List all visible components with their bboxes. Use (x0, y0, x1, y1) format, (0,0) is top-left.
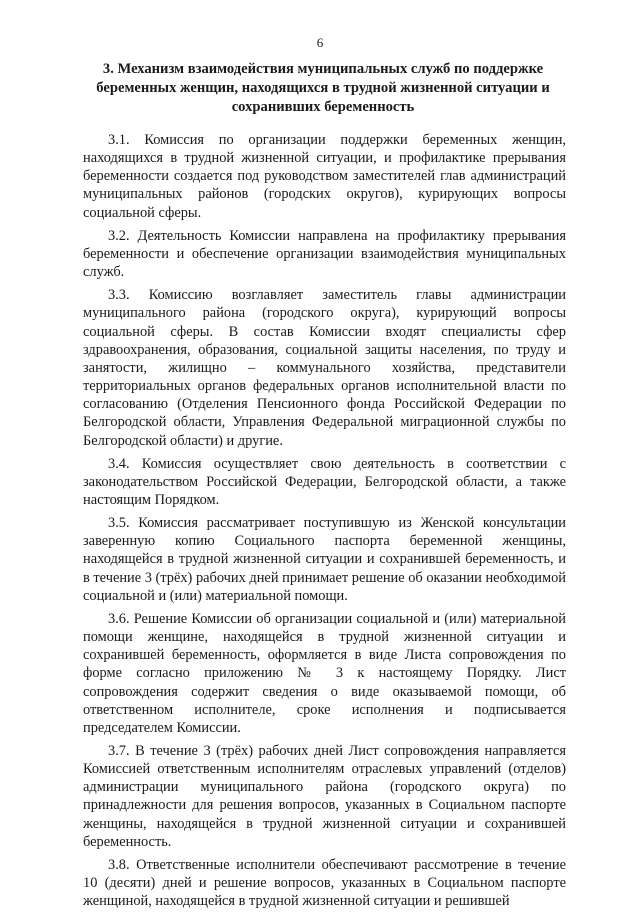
paragraph-3-6: 3.6. Решение Комиссии об организации социальной и (или) материальной помощи женщине, находящейся в трудной жизненной ситуации и сохранившей беременность, оформляется в виде Листа сопровождения по форме согласно приложению № 3 к настоящему Порядку. Лист сопровождения содержит сведения о виде оказываемой помощи, об ответственном исполнителе, сроке исполнения и подписывается председателем Комиссии. (83, 610, 566, 736)
page-number: 6 (316, 35, 324, 50)
document-body (83, 131, 566, 915)
paragraph-3-2: 3.2. Деятельность Комиссии направлена на профилактику прерывания беременности и обеспечение организации взаимодействия муниципальных служб. (83, 227, 566, 281)
paragraph-3-7: 3.7. В течение 3 (трёх) рабочих дней Лист сопровождения направляется Комиссией ответственным исполнителям отраслевых управлений (отделов) администрации муниципального района (городского округа) по принадлежности для решения вопросов, указанных в Социальном паспорте женщины, находящейся в трудной жизненной ситуации и сохранившей беременность. (83, 743, 566, 850)
section-title: 3. Механизм взаимодействия муниципальных служб по поддержке беременных женщин, находящихся в трудной жизненной ситуации и сохранивших беременность (96, 61, 550, 115)
paragraph-3-1: 3.1. Комиссия по организации поддержки беременных женщин, находящихся в трудной жизненной ситуации, и профилактике прерывания беременности создается под руководством заместителей глав администраций муниципальных районов (городских округов), курирующих вопросы социальной сферы. (83, 132, 566, 221)
paragraph-3-4: 3.4. Комиссия осуществляет свою деятельность в соответствии с законодательством Российской Федерации, Белгородской области, а также настоящим Порядком. (83, 455, 566, 508)
paragraph-3-8: 3.8. Ответственные исполнители обеспечивают рассмотрение в течение 10 (десяти) дней и решение вопросов, указанных в Социальном паспорте женщиной, находящейся в трудной жизненной ситуации и решившей (83, 856, 566, 910)
paragraph-3-3: 3.3. Комиссию возглавляет заместитель главы администрации муниципального района (городского округа), курирующий вопросы социальной сферы. В состав Комиссии входят специалисты сфер здравоохранения, образования, социальной защиты населения, по труду и занятости, жилищно – коммунального хозяйства, представители территориальных органов федеральных органов исполнительной власти по согласованию (Отделения Пенсионного фонда Российской Федерации по Белгородской области, Управления Федеральной миграционной службы по Белгородской области) и другие. (83, 287, 566, 449)
paragraph-3-5: 3.5. Комиссия рассматривает поступившую из Женской консультации заверенную копию Социального паспорта беременной женщины, находящейся в трудной жизненной ситуации и сохранившей беременность, и в течение 3 (трёх) рабочих дней принимает решение об оказании необходимой социальной и (или) материальной помощи. (83, 515, 566, 604)
